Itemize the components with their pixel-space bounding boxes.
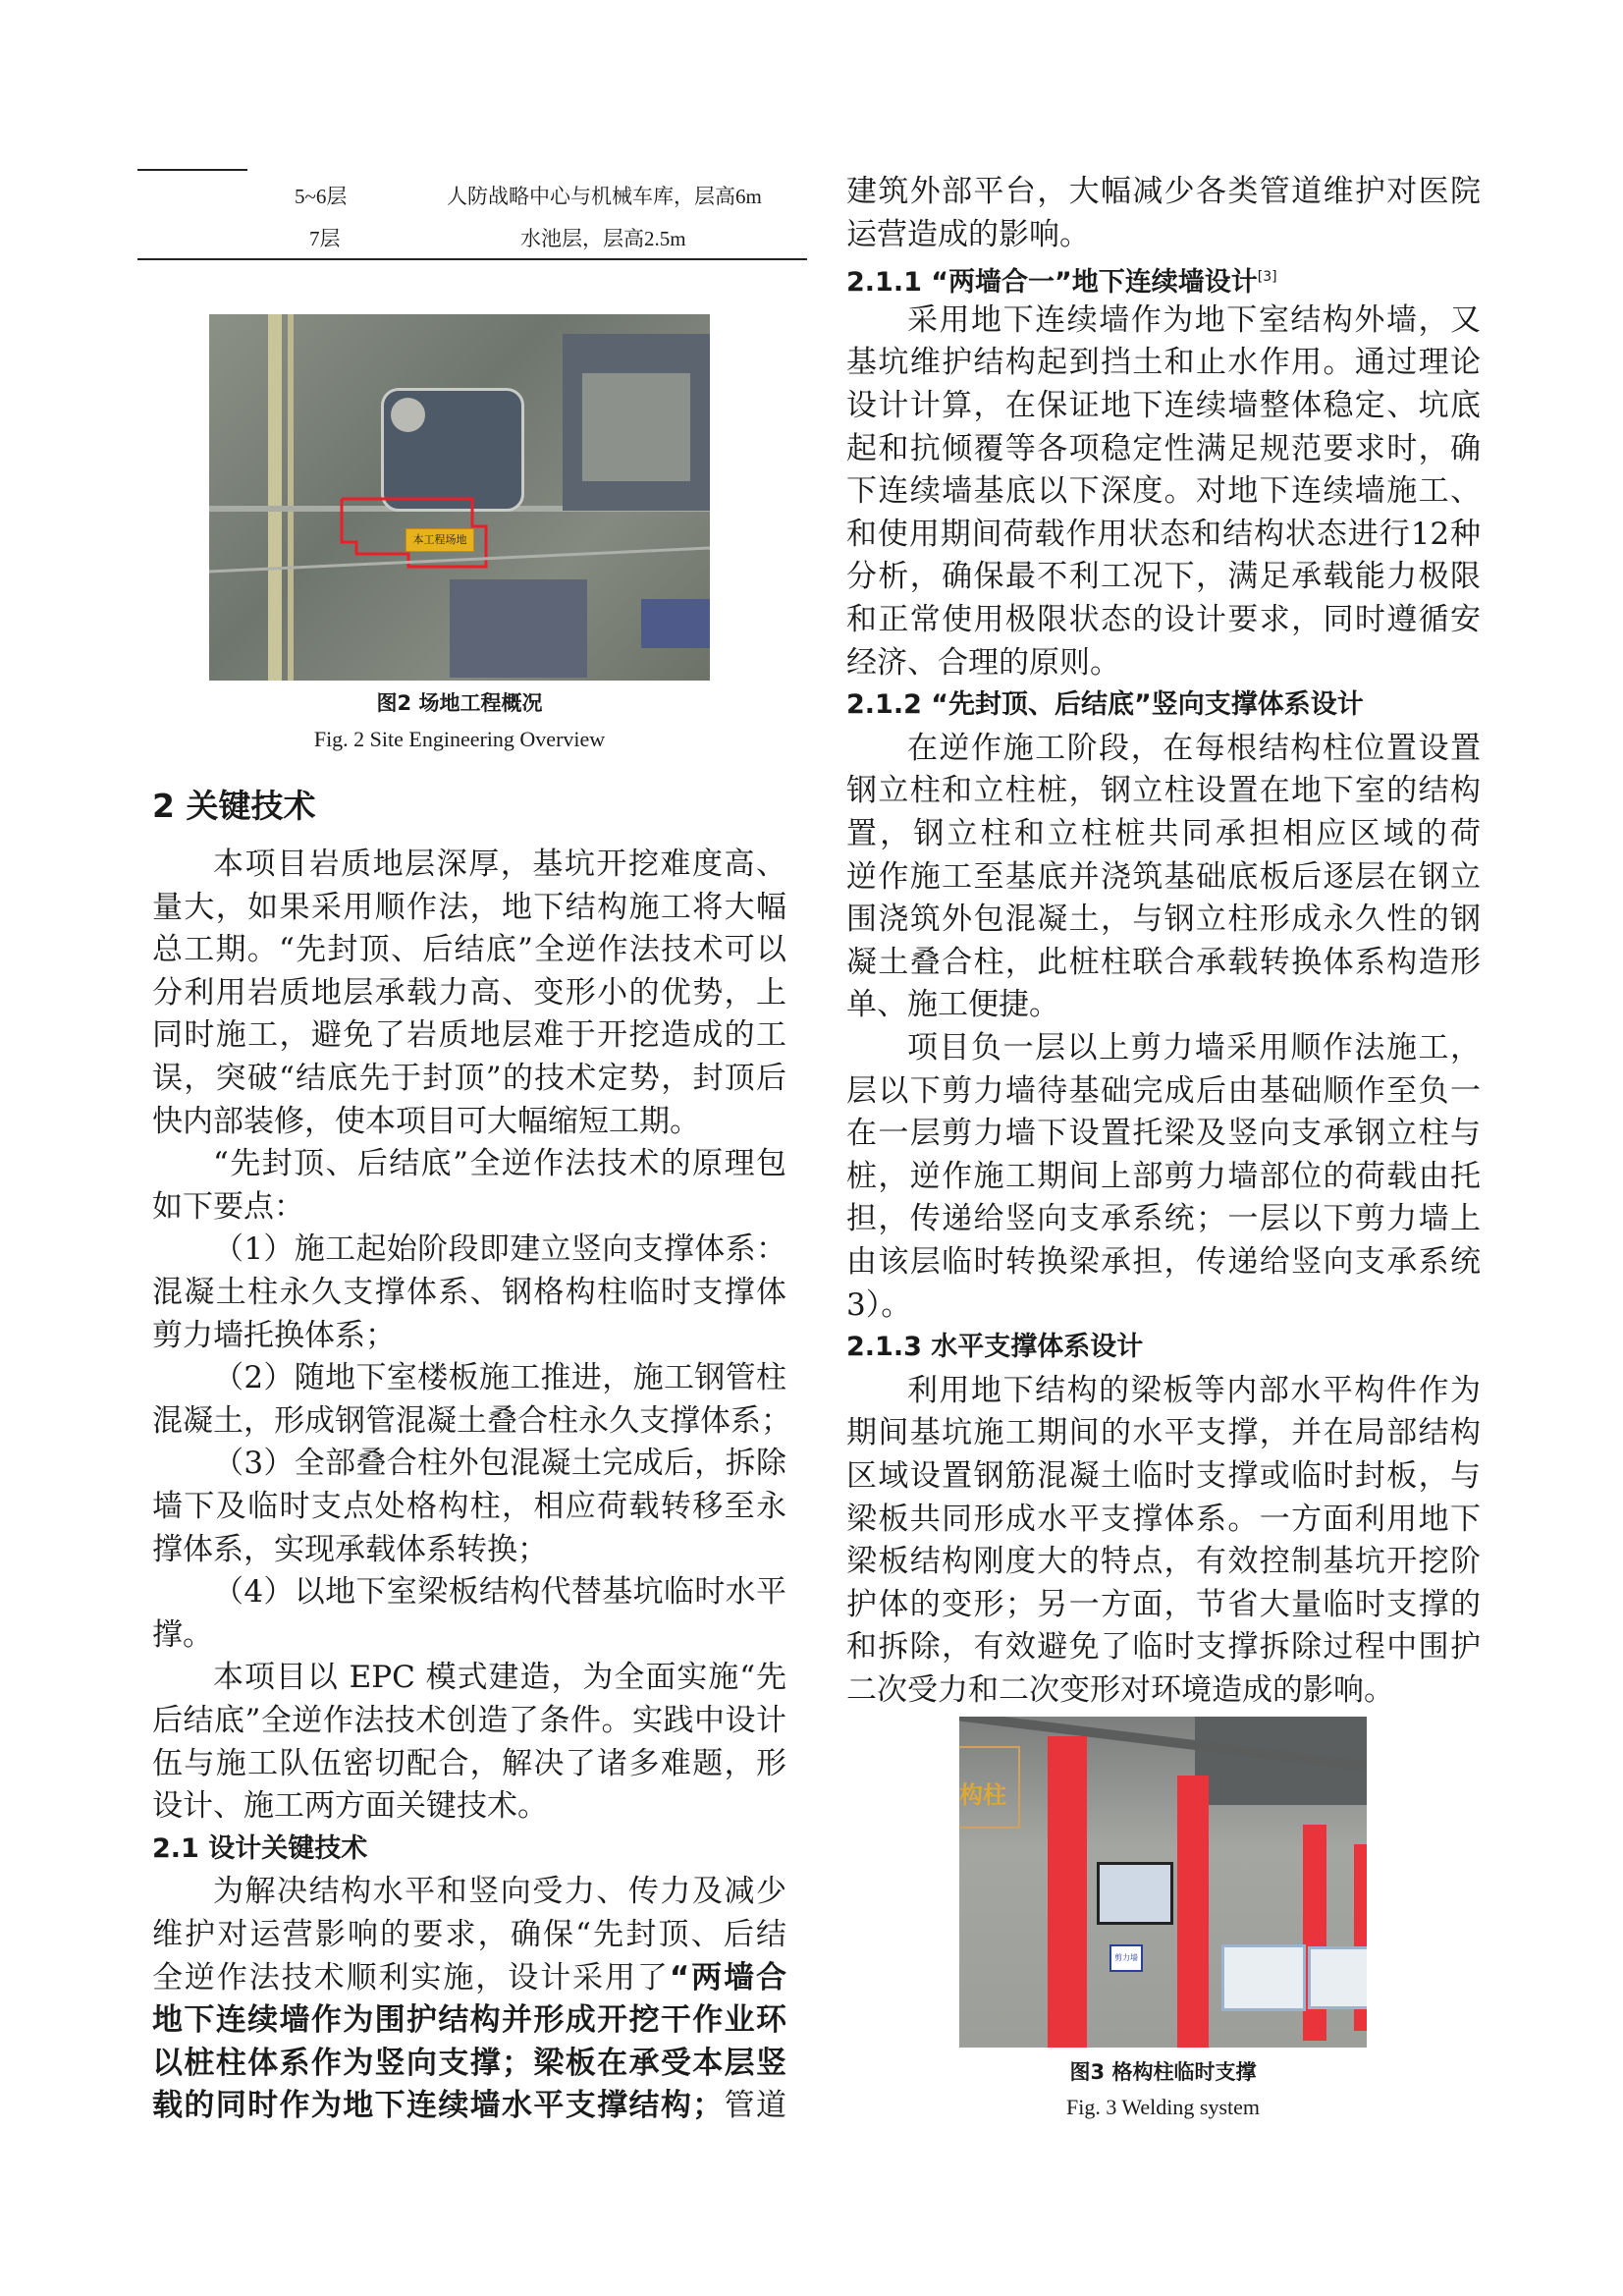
text-line: [213, 1656, 786, 1699]
text-line: [846, 1112, 1481, 1155]
text-segment: 撑体系，实现承载体系转换；: [152, 1531, 548, 1567]
figure3-caption-cn: 图3 格构柱临时支撑: [1069, 2060, 1257, 2084]
text-line: [213, 843, 786, 886]
text-segment: 桩，逆作施工期间上部剪力墙部位的荷载由托: [846, 1158, 1481, 1194]
text-line: [846, 855, 1481, 899]
text-segment: 采用地下连续墙作为地下室结构外墙，又: [907, 301, 1481, 338]
text-segment: 混凝土，形成钢管混凝土叠合柱永久支撑体系；: [152, 1402, 791, 1439]
section-heading: 2 关键技术: [152, 787, 316, 825]
text-line: [846, 427, 1481, 470]
text-line: [846, 213, 1481, 256]
text-line: [152, 1613, 786, 1657]
text-segment: 维护对运营影响的要求，确保“先封顶、后结: [152, 1917, 786, 1952]
text-segment: 同时施工，避免了岩质地层难于开挖造成的工: [152, 1017, 786, 1054]
text-line: [152, 1998, 786, 2042]
text-line: [152, 1013, 786, 1057]
text-line: [846, 983, 1481, 1026]
text-line: [152, 2084, 786, 2127]
text-segment: 快内部装修，使本项目可大幅缩短工期。: [152, 1103, 700, 1139]
text-line: [846, 1197, 1481, 1240]
lattice-column-photo: [959, 1717, 1367, 2048]
site-boundary-outline: [209, 314, 710, 681]
text-segment: 担，传递给竖向支承系统；一层以下剪力墙上: [846, 1201, 1481, 1237]
site-label: 本工程场地: [406, 528, 474, 552]
subsection-heading: [846, 683, 1481, 727]
text-segment: 后结底”全逆作法技术创造了条件。实践中设计: [152, 1703, 786, 1738]
text-segment: 运营造成的影响。: [846, 216, 1090, 252]
text-segment: 和使用期间荷载作用状态和结构状态进行12种: [846, 516, 1481, 552]
text-line: [846, 1668, 1481, 1712]
red-column: [1177, 1776, 1209, 2048]
text-segment: 误，突破“结底先于封顶”的技术定势，封顶后: [152, 1061, 786, 1096]
text-segment: 梁板结构刚度大的特点，有效控制基坑开挖阶: [846, 1544, 1481, 1580]
text-segment: 2.1 设计关键技术: [152, 1832, 368, 1864]
text-segment: 在一层剪力墙下设置托梁及竖向支承钢立柱与: [846, 1116, 1481, 1152]
site-satellite-image: [209, 314, 710, 681]
table-top-rule-fragment: [137, 169, 247, 171]
text-line: [152, 2042, 786, 2085]
text-line: [846, 812, 1481, 855]
table-bottom-rule: [137, 258, 807, 260]
text-line: [152, 1742, 786, 1785]
subsection-heading: [846, 1326, 1481, 1369]
text-segment: 载的同时作为地下连续墙水平支撑结构；: [152, 2088, 724, 2124]
text-line: [846, 598, 1481, 641]
text-line: [846, 641, 1481, 684]
text-segment: 项目负一层以上剪力墙采用顺作法施工，: [907, 1030, 1481, 1066]
text-segment: 逆作施工至基底并浇筑基础底板后逐层在钢立: [846, 858, 1481, 895]
text-segment: 置，钢立柱和立柱桩共同承担相应区域的荷: [846, 816, 1481, 851]
text-segment: 3）。: [846, 1286, 912, 1323]
text-segment: 和正常使用极限状态的设计要求，同时遵循安: [846, 602, 1481, 637]
text-line: [152, 1528, 786, 1571]
text-segment: （1）施工起始阶段即建立竖向支撑体系：: [213, 1231, 786, 1268]
red-column: [1048, 1736, 1087, 2048]
text-line: [846, 1155, 1481, 1198]
text-segment: 区域设置钢筋混凝土临时支撑或临时封板，与: [846, 1458, 1481, 1494]
text-line: [152, 1057, 786, 1100]
text-line: [152, 1485, 786, 1528]
text-segment: 设计计算，在保证地下连续墙整体稳定、坑底: [846, 388, 1481, 423]
table-cell-desc: 水池层，层高2.5m: [520, 227, 686, 250]
text-line: [152, 1913, 786, 1956]
wall-sign-text: 构柱: [959, 1781, 1006, 1809]
text-segment: 梁板共同形成水平支撑体系。一方面利用地下: [846, 1501, 1481, 1537]
text-segment: 剪力墙托换体系；: [152, 1317, 396, 1353]
text-line: [907, 1369, 1481, 1412]
text-line: [152, 1699, 786, 1742]
shear-wall-sign: 剪力墙: [1109, 1944, 1143, 1972]
text-line: [846, 555, 1481, 598]
text-line: [152, 886, 786, 929]
text-segment: 本项目以 EPC 模式建造，为全面实施“先: [213, 1660, 786, 1696]
text-segment: 2.1.1 “两墙合一”地下连续墙设计: [846, 267, 1258, 299]
text-line: [152, 928, 786, 971]
text-segment: “先封顶、后结底”全逆作法技术的原理包: [213, 1146, 786, 1182]
text-line: [213, 1442, 786, 1485]
text-segment: 2.1.3 水平支撑体系设计: [846, 1332, 1144, 1363]
text-line: [846, 513, 1481, 556]
text-segment: 量大，如果采用顺作法，地下结构施工将大幅: [152, 889, 786, 925]
text-segment: 伍与施工队伍密切配合，解决了诸多难题，形: [152, 1745, 786, 1781]
text-line: [846, 1454, 1481, 1498]
subsection-heading: [846, 255, 1481, 299]
text-line: [152, 1784, 786, 1828]
text-line: [846, 1625, 1481, 1668]
text-line: [846, 469, 1481, 513]
text-segment: 和拆除，有效避免了临时支撑拆除过程中围护: [846, 1629, 1481, 1666]
text-segment: 2.1.2 “先封顶、后结底”竖向支撑体系设计: [846, 689, 1364, 721]
text-segment: 全逆作法技术顺利实施，设计采用了: [152, 1959, 670, 1995]
text-segment: 管道: [723, 2088, 786, 2124]
text-line: [907, 1026, 1481, 1069]
citation-ref: [3]: [1257, 269, 1277, 286]
table-cell-floor: 5~6层: [295, 185, 348, 208]
text-line: [846, 1411, 1481, 1454]
text-segment: 基坑维护结构起到挡土和止水作用。通过理论: [846, 345, 1481, 381]
text-segment: 下连续墙基底以下深度。对地下连续墙施工、: [846, 473, 1481, 510]
text-segment: 设计、施工两方面关键技术。: [152, 1788, 548, 1825]
text-segment: 单、施工便捷。: [846, 987, 1059, 1023]
text-line: [213, 1570, 786, 1613]
text-segment: 如下要点：: [152, 1188, 304, 1225]
text-segment: （4）以地下室梁板结构代替基坑临时水平: [213, 1574, 786, 1611]
text-line: [152, 1399, 791, 1443]
text-segment: 围浇筑外包混凝土，与钢立柱形成永久性的钢: [846, 902, 1481, 938]
text-line: [213, 1142, 786, 1185]
text-segment: 地下连续墙作为围护结构并形成开挖干作业环: [152, 2002, 786, 2039]
text-segment: 撑。: [152, 1616, 213, 1653]
text-segment: 起和抗倾覆等各项稳定性满足规范要求时，确: [846, 430, 1481, 466]
text-segment: 总工期。“先封顶、后结底”全逆作法技术可以: [152, 932, 786, 968]
text-segment: 钢立柱和立柱桩，钢立柱设置在地下室的结构: [846, 773, 1481, 809]
subsection-heading: [152, 1828, 786, 1871]
text-segment: 护体的变形；另一方面，节省大量临时支撑的: [846, 1586, 1481, 1622]
text-segment: 利用地下结构的梁板等内部水平构件作为: [907, 1372, 1481, 1408]
text-segment: 由该层临时转换梁承担，传递给竖向支承系统: [846, 1244, 1481, 1280]
text-line: [846, 1284, 1481, 1327]
table-cell-floor: 7层: [309, 227, 341, 250]
text-line: [213, 1356, 786, 1399]
text-line: [846, 1240, 1481, 1284]
text-segment: （3）全部叠合柱外包混凝土完成后，拆除: [213, 1446, 786, 1482]
text-line: [152, 971, 786, 1014]
text-line: [152, 1314, 786, 1357]
text-line: [846, 769, 1481, 812]
text-line: [152, 1185, 786, 1229]
text-line: [846, 1069, 1481, 1113]
text-segment: 分利用岩质地层承载力高、变形小的优势，上: [152, 974, 786, 1011]
text-segment: 分析，确保最不利工况下，满足承载能力极限: [846, 559, 1481, 595]
text-line: [907, 727, 1481, 770]
figure2-caption-cn: 图2 场地工程概况: [376, 691, 543, 715]
text-line: [846, 170, 1481, 213]
text-line: [846, 384, 1481, 427]
text-line: [846, 941, 1481, 984]
text-segment: “两墙合: [669, 1959, 786, 1995]
figure3-caption-en: Fig. 3 Welding system: [1065, 2095, 1261, 2119]
text-line: [213, 1870, 786, 1913]
text-segment: 建筑外部平台，大幅减少各类管道维护对医院: [846, 174, 1481, 209]
text-line: [213, 1228, 786, 1271]
text-segment: 以桩柱体系作为竖向支撑；梁板在承受本层竖: [152, 2045, 786, 2081]
text-line: [846, 898, 1481, 941]
text-segment: 二次受力和二次变形对环境造成的影响。: [846, 1672, 1394, 1708]
text-segment: 为解决结构水平和竖向受力、传力及减少: [213, 1874, 786, 1910]
text-segment: 经济、合理的原则。: [846, 644, 1120, 681]
text-segment: 混凝土柱永久支撑体系、钢格构柱临时支撑体: [152, 1275, 786, 1310]
text-segment: 层以下剪力墙待基础完成后由基础顺作至负一: [846, 1072, 1481, 1109]
table-cell-desc: 人防战略中心与机械车库，层高6m: [447, 185, 762, 208]
text-line: [846, 1540, 1481, 1583]
text-line: [846, 1583, 1481, 1626]
text-segment: （2）随地下室楼板施工推进，施工钢管柱: [213, 1360, 786, 1396]
text-segment: 期间基坑施工期间的水平支撑，并在局部结构: [846, 1415, 1481, 1451]
text-segment: 本项目岩质地层深厚，基坑开挖难度高、: [213, 847, 786, 882]
text-segment: 墙下及临时支点处格构柱，相应荷载转移至永: [152, 1489, 786, 1524]
text-line: [846, 1498, 1481, 1541]
text-line: [152, 1100, 786, 1143]
text-line: [152, 1271, 786, 1314]
text-line: [152, 1956, 786, 1999]
text-line: [846, 341, 1481, 384]
text-line: [907, 299, 1481, 342]
text-segment: 凝土叠合柱，此桩柱联合承载转换体系构造形: [846, 944, 1481, 980]
text-segment: 在逆作施工阶段，在每根结构柱位置设置: [907, 730, 1481, 766]
figure2-caption-en: Fig. 2 Site Engineering Overview: [313, 727, 606, 751]
